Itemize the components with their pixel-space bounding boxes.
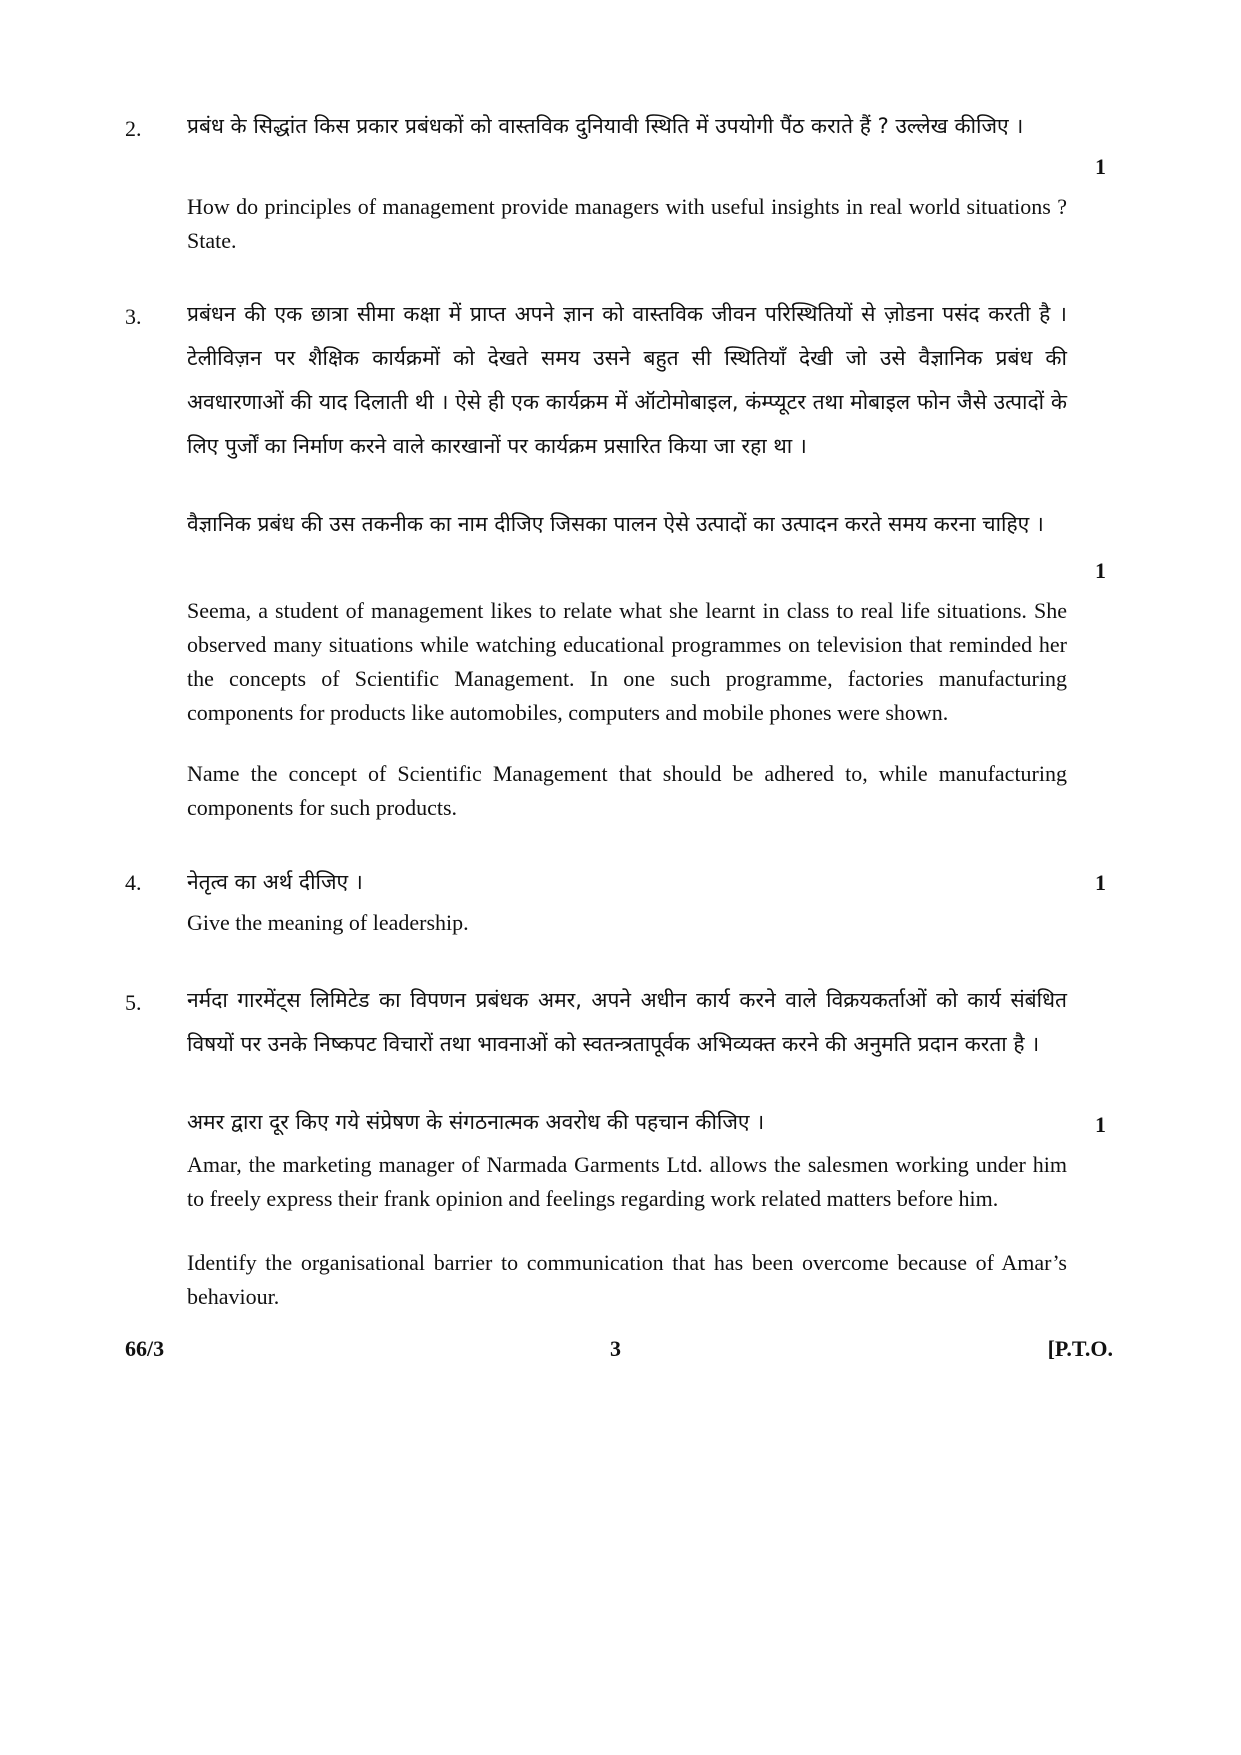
question-number: 3. xyxy=(125,304,142,329)
question-english: How do principles of management provide managers with useful insights in real world situations ? State. xyxy=(187,194,1067,253)
question-english-context: Seema, a student of management likes to relate what she learnt in class to real life situations. She observed many situations while watching educational programmes on television that reminded her the concepts of Scientific Management. In one such programme, factories manufacturing components for products like automobiles, computers and mobile phones were shown. xyxy=(187,598,1067,725)
question-hindi: वैज्ञानिक प्रबंध की उस तकनीक का नाम दीजिए जिसका पालन ऐसे उत्पादों का उत्पादन करते समय करना चाहिए । xyxy=(187,512,1044,536)
question-hindi: प्रबंध के सिद्धांत किस प्रकार प्रबंधकों को वास्तविक दुनियावी स्थिति में उपयोगी पैंठ कराते हैं ? उल्लेख कीजिए । xyxy=(187,114,1024,138)
question-hindi: नेतृत्व का अर्थ दीजिए । xyxy=(187,870,363,894)
pto-label: [P.T.O. xyxy=(1047,1336,1113,1361)
question-english-context: Amar, the marketing manager of Narmada Garments Ltd. allows the salesmen working under him to freely express their frank opinion and feelings regarding work related matters before him. xyxy=(187,1152,1067,1211)
question-hindi-context: प्रबंधन की एक छात्रा सीमा कक्षा में प्राप्त अपने ज्ञान को वास्तविक जीवन परिस्थितियों से ज़ोडना पसंद करती है । टेलीविज़न पर शैक्षिक कार्यक्रमों को देखते समय उसने बहुत सी स्थितियाँ देखी जो उसे वैज्ञानिक प्रबंध की अवधारणाओं की याद दिलाती थी । ऐसे ही एक कार्यक्रम में ऑटोमोबाइल, कंम्प्यूटर तथा मोबाइल फोन जैसे उत्पादों के लिए पुर्जों का निर्माण करने वाले कारखानों पर कार्यक्रम प्रसारित किया जा रहा था । xyxy=(187,302,1067,458)
question-number: 4. xyxy=(125,870,142,895)
question-english: Give the meaning of leadership. xyxy=(187,910,469,935)
page-number: 3 xyxy=(610,1336,621,1361)
question-hindi: अमर द्वारा दूर किए गये संप्रेषण के संगठनात्मक अवरोध की पहचान कीजिए । xyxy=(187,1110,765,1134)
marks: 1 xyxy=(1095,1112,1106,1137)
paper-code: 66/3 xyxy=(125,1336,165,1361)
marks: 1 xyxy=(1095,558,1106,583)
question-hindi-context: नर्मदा गारमेंट्स लिमिटेड का विपणन प्रबंधक अमर, अपने अधीन कार्य करने वाले विक्रयकर्ताओं को कार्य संबंधित विषयों पर उनके निष्कपट विचारों तथा भावनाओं को स्वतन्त्रतापूर्वक अभिव्यक्त करने की अनुमति प्रदान करता है । xyxy=(187,988,1067,1056)
question-number: 2. xyxy=(125,116,142,141)
marks: 1 xyxy=(1095,154,1106,179)
question-number: 5. xyxy=(125,990,142,1015)
question-english: Identify the organisational barrier to communication that has been overcome because of Amar’s behaviour. xyxy=(187,1250,1067,1309)
question-english: Name the concept of Scientific Management that should be adhered to, while manufacturing components for such products. xyxy=(187,761,1067,820)
marks: 1 xyxy=(1095,870,1106,895)
